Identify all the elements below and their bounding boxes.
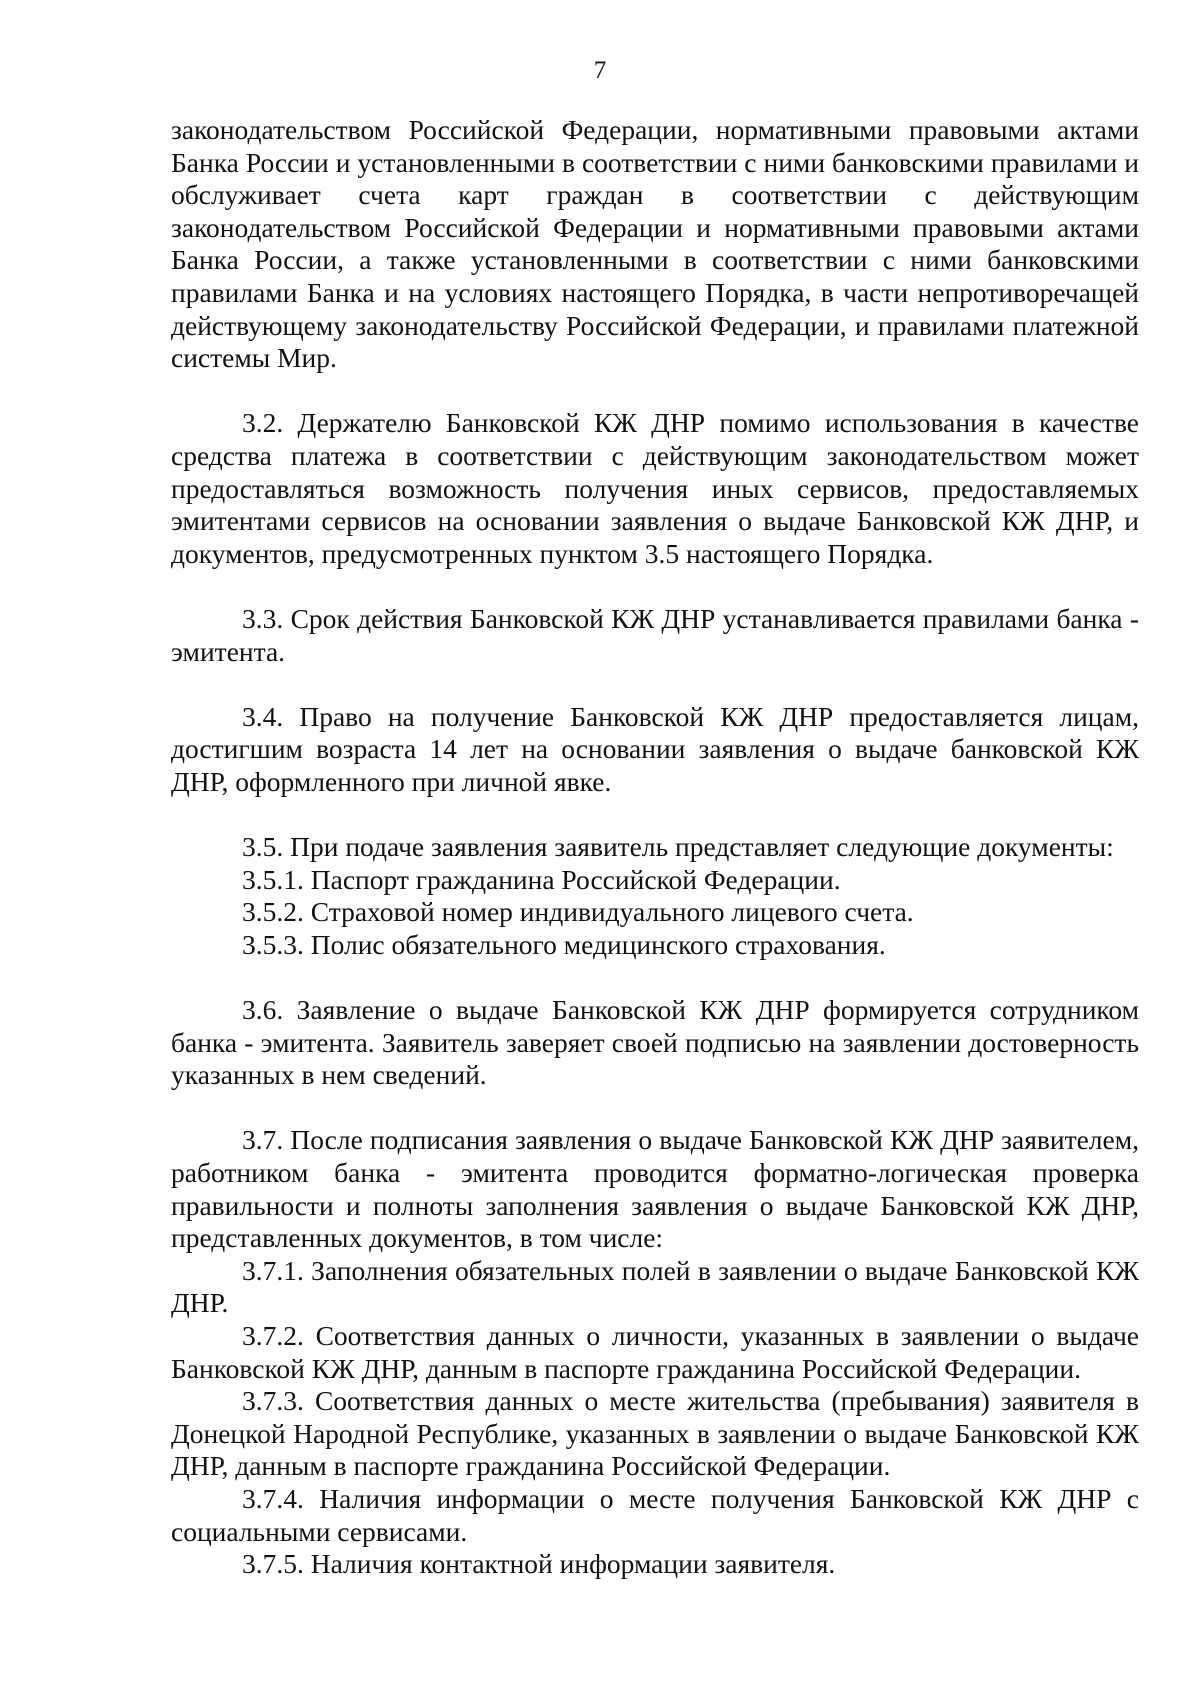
paragraph-3-3: 3.3. Срок действия Банковской КЖ ДНР устанавливается правилами банка - эмитента. xyxy=(171,602,1139,667)
paragraph-3-7: 3.7. После подписания заявления о выдаче Банковской КЖ ДНР заявителем, работником банка - эмитента проводится форматно-логическая проверка правильности и полноты заполнения заявления о выдаче Банковской КЖ ДНР, представленных документов, в том числе: xyxy=(171,1124,1139,1254)
paragraph-3-7-2: 3.7.2. Соответствия данных о личности, указанных в заявлении о выдаче Банковской КЖ ДНР, данным в паспорте гражданина Российской Федерации. xyxy=(171,1319,1139,1384)
paragraph-3-7-4: 3.7.4. Наличия информации о месте получения Банковской КЖ ДНР с социальными сервисами. xyxy=(171,1482,1139,1547)
document-body xyxy=(171,114,1139,1581)
paragraph-3-7-3: 3.7.3. Соответствия данных о месте жительства (пребывания) заявителя в Донецкой Народной Республике, указанных в заявлении о выдаче Банковской КЖ ДНР, данным в паспорте гражданина Российской Федерации. xyxy=(171,1385,1139,1482)
paragraph-3-2: 3.2. Держателю Банковской КЖ ДНР помимо использования в качестве средства платежа в соответствии с действующим законодательством может предоставляться возможность получения иных сервисов, предоставляемых эмитентами сервисов на основании заявления о выдаче Банковской КЖ ДНР, и документов, предусмотренных пунктом 3.5 настоящего Порядка. xyxy=(171,407,1139,569)
paragraph-3-5-1: 3.5.1. Паспорт гражданина Российской Федерации. xyxy=(242,863,841,895)
page-number: 7 xyxy=(593,57,607,84)
paragraph-3-5-2: 3.5.2. Страховой номер индивидуального лицевого счета. xyxy=(242,896,914,928)
paragraph-3-7-5: 3.7.5. Наличия контактной информации заявителя. xyxy=(242,1548,836,1580)
paragraph-3-7-1: 3.7.1. Заполнения обязательных полей в заявлении о выдаче Банковской КЖ ДНР. xyxy=(171,1254,1139,1319)
paragraph-3-4: 3.4. Право на получение Банковской КЖ ДНР предоставляется лицам, достигшим возраста 14 лет на основании заявления о выдаче банковской КЖ ДНР, оформленного при личной явке. xyxy=(171,700,1139,797)
paragraph-continuation: законодательством Российской Федерации, нормативными правовыми актами Банка России и установленными в соответствии с ними банковскими правилами и обслуживает счета карт граждан в соответствии с действующим законодательством Российской Федерации и нормативными правовыми актами Банка России, а также установленными в соответствии с ними банковскими правилами Банка и на условиях настоящего Порядка, в части непротиворечащей действующему законодательству Российской Федерации, и правилами платежной системы Мир. xyxy=(171,114,1139,374)
paragraph-3-6: 3.6. Заявление о выдаче Банковской КЖ ДНР формируется сотрудником банка - эмитента. Заявитель заверяет своей подписью на заявлении достоверность указанных в нем сведений. xyxy=(171,994,1139,1091)
paragraph-3-5: 3.5. При подаче заявления заявитель представляет следующие документы: xyxy=(242,831,1114,863)
paragraph-3-5-3: 3.5.3. Полис обязательного медицинского страхования. xyxy=(242,928,886,960)
